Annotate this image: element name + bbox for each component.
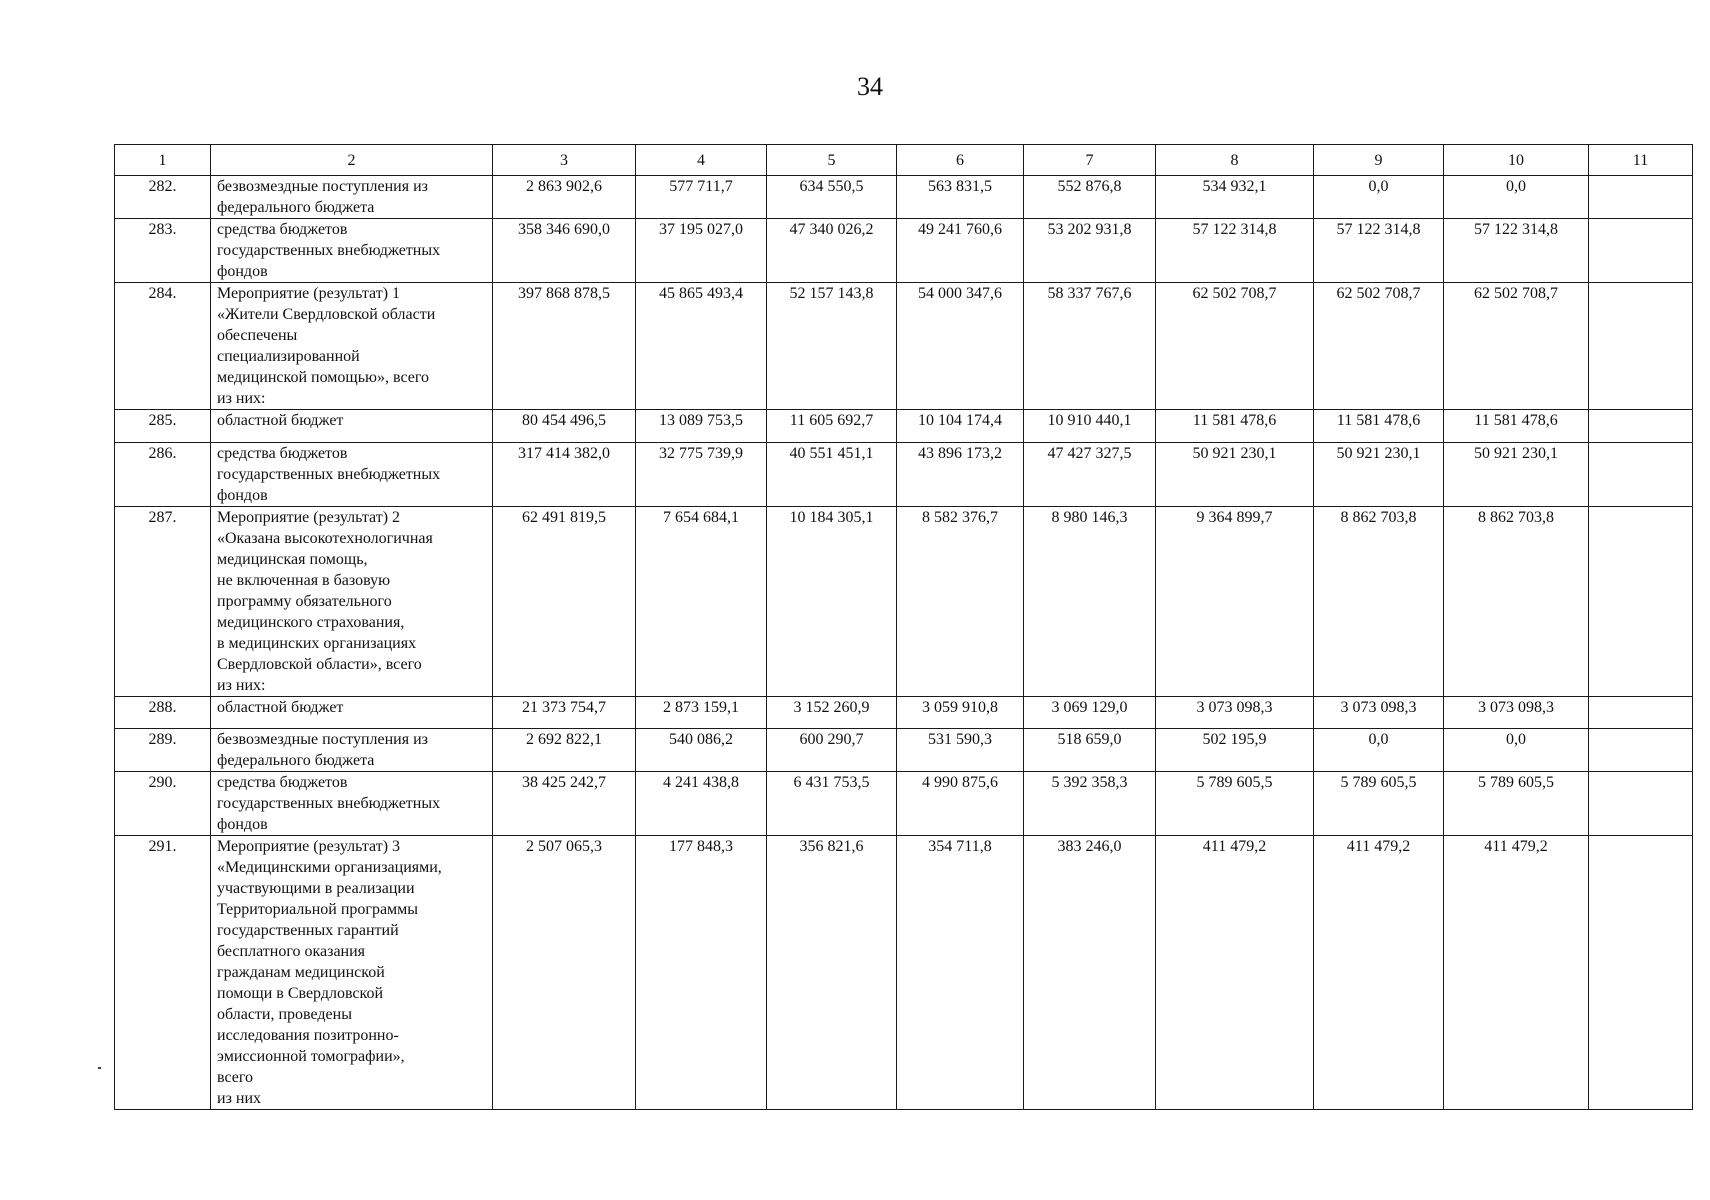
page-number: 34 [857,72,883,101]
value-cell: 13 089 753,5 [636,410,767,443]
value-cell: 11 581 478,6 [1314,410,1444,443]
value-cell: 45 865 493,4 [636,283,767,410]
value-cell: 9 364 899,7 [1156,507,1314,697]
value-cell: 3 073 098,3 [1444,697,1589,729]
value-cell: 5 789 605,5 [1314,772,1444,836]
value-cell: 38 425 242,7 [493,772,636,836]
value-cell: 49 241 760,6 [897,219,1024,283]
value-cell: 52 157 143,8 [767,283,897,410]
value-cell: 563 831,5 [897,176,1024,219]
value-cell: 3 073 098,3 [1314,697,1444,729]
value-cell: 600 290,7 [767,729,897,772]
row-description: областной бюджет [211,697,493,729]
value-cell: 62 502 708,7 [1156,283,1314,410]
value-cell: 50 921 230,1 [1314,443,1444,507]
row-description: Мероприятие (результат) 3 «Медицинскими организациями, участвующими в реализации Территориальной программы государственных гарантий бесплатного оказания гражданам медицинской помощи в Свердловской области, проведены исследования позитронно- эмиссионной томографии», всего из них [211,836,493,1110]
value-cell: 3 073 098,3 [1156,697,1314,729]
column-11-cell [1589,443,1693,507]
row-description: Мероприятие (результат) 1 «Жители Свердловской области обеспечены специализированной медицинской помощью», всего из них: [211,283,493,410]
value-cell: 317 414 382,0 [493,443,636,507]
column-11-cell [1589,283,1693,410]
value-cell: 57 122 314,8 [1444,219,1589,283]
table-row [115,729,1693,772]
value-cell: 32 775 739,9 [636,443,767,507]
column-11-cell [1589,219,1693,283]
value-cell: 40 551 451,1 [767,443,897,507]
column-header: 6 [897,145,1024,176]
value-cell: 0,0 [1314,176,1444,219]
row-number: 291. [115,836,211,1110]
table-row [115,836,1693,1110]
value-cell: 4 241 438,8 [636,772,767,836]
value-cell: 411 479,2 [1444,836,1589,1110]
column-11-cell [1589,410,1693,443]
value-cell: 58 337 767,6 [1024,283,1156,410]
row-number: 290. [115,772,211,836]
value-cell: 62 491 819,5 [493,507,636,697]
header-row [115,145,1693,176]
column-header: 9 [1314,145,1444,176]
column-header: 7 [1024,145,1156,176]
column-header: 1 [115,145,211,176]
row-description: безвозмездные поступления из федерального бюджета [211,729,493,772]
value-cell: 0,0 [1444,176,1589,219]
column-header: 4 [636,145,767,176]
value-cell: 2 507 065,3 [493,836,636,1110]
value-cell: 50 921 230,1 [1444,443,1589,507]
table-row [115,507,1693,697]
value-cell: 3 152 260,9 [767,697,897,729]
table-row [115,443,1693,507]
row-description: областной бюджет [211,410,493,443]
row-number: 285. [115,410,211,443]
row-number: 288. [115,697,211,729]
value-cell: 37 195 027,0 [636,219,767,283]
scan-dot-mark [98,1067,101,1069]
value-cell: 11 581 478,6 [1156,410,1314,443]
value-cell: 62 502 708,7 [1314,283,1444,410]
value-cell: 8 980 146,3 [1024,507,1156,697]
value-cell: 2 863 902,6 [493,176,636,219]
value-cell: 5 392 358,3 [1024,772,1156,836]
column-11-cell [1589,729,1693,772]
table-row [115,410,1693,443]
row-description: средства бюджетов государственных внебюджетных фондов [211,772,493,836]
value-cell: 8 862 703,8 [1314,507,1444,697]
value-cell: 634 550,5 [767,176,897,219]
column-11-cell [1589,697,1693,729]
value-cell: 531 590,3 [897,729,1024,772]
column-header: 3 [493,145,636,176]
row-number: 283. [115,219,211,283]
table-body [115,176,1693,1110]
value-cell: 397 868 878,5 [493,283,636,410]
column-header: 10 [1444,145,1589,176]
value-cell: 383 246,0 [1024,836,1156,1110]
value-cell: 5 789 605,5 [1156,772,1314,836]
row-number: 286. [115,443,211,507]
value-cell: 0,0 [1314,729,1444,772]
value-cell: 534 932,1 [1156,176,1314,219]
value-cell: 2 873 159,1 [636,697,767,729]
row-description: средства бюджетов государственных внебюджетных фондов [211,219,493,283]
value-cell: 411 479,2 [1314,836,1444,1110]
row-number: 287. [115,507,211,697]
value-cell: 11 581 478,6 [1444,410,1589,443]
value-cell: 7 654 684,1 [636,507,767,697]
value-cell: 552 876,8 [1024,176,1156,219]
value-cell: 47 340 026,2 [767,219,897,283]
row-number: 284. [115,283,211,410]
value-cell: 577 711,7 [636,176,767,219]
value-cell: 47 427 327,5 [1024,443,1156,507]
value-cell: 358 346 690,0 [493,219,636,283]
budget-table [114,144,1693,1110]
value-cell: 80 454 496,5 [493,410,636,443]
value-cell: 57 122 314,8 [1156,219,1314,283]
row-description: безвозмездные поступления из федерального бюджета [211,176,493,219]
column-11-cell [1589,836,1693,1110]
table-row [115,176,1693,219]
value-cell: 3 069 129,0 [1024,697,1156,729]
row-number: 282. [115,176,211,219]
value-cell: 54 000 347,6 [897,283,1024,410]
value-cell: 540 086,2 [636,729,767,772]
value-cell: 3 059 910,8 [897,697,1024,729]
value-cell: 411 479,2 [1156,836,1314,1110]
row-number: 289. [115,729,211,772]
column-11-cell [1589,507,1693,697]
value-cell: 502 195,9 [1156,729,1314,772]
value-cell: 11 605 692,7 [767,410,897,443]
value-cell: 356 821,6 [767,836,897,1110]
value-cell: 354 711,8 [897,836,1024,1110]
column-header: 8 [1156,145,1314,176]
column-header: 5 [767,145,897,176]
value-cell: 6 431 753,5 [767,772,897,836]
value-cell: 177 848,3 [636,836,767,1110]
value-cell: 5 789 605,5 [1444,772,1589,836]
table-row [115,697,1693,729]
table-row [115,772,1693,836]
value-cell: 2 692 822,1 [493,729,636,772]
value-cell: 8 862 703,8 [1444,507,1589,697]
row-description: средства бюджетов государственных внебюджетных фондов [211,443,493,507]
value-cell: 21 373 754,7 [493,697,636,729]
value-cell: 8 582 376,7 [897,507,1024,697]
value-cell: 0,0 [1444,729,1589,772]
column-header: 2 [211,145,493,176]
value-cell: 10 910 440,1 [1024,410,1156,443]
value-cell: 53 202 931,8 [1024,219,1156,283]
value-cell: 43 896 173,2 [897,443,1024,507]
value-cell: 57 122 314,8 [1314,219,1444,283]
value-cell: 10 104 174,4 [897,410,1024,443]
column-header: 11 [1589,145,1693,176]
value-cell: 50 921 230,1 [1156,443,1314,507]
table-row [115,219,1693,283]
column-11-cell [1589,176,1693,219]
value-cell: 4 990 875,6 [897,772,1024,836]
table-row [115,283,1693,410]
value-cell: 10 184 305,1 [767,507,897,697]
column-11-cell [1589,772,1693,836]
value-cell: 518 659,0 [1024,729,1156,772]
row-description: Мероприятие (результат) 2 «Оказана высокотехнологичная медицинская помощь, не включенная в базовую программу обязательного медицинского страхования, в медицинских организациях Свердловской области», всего из них: [211,507,493,697]
value-cell: 62 502 708,7 [1444,283,1589,410]
